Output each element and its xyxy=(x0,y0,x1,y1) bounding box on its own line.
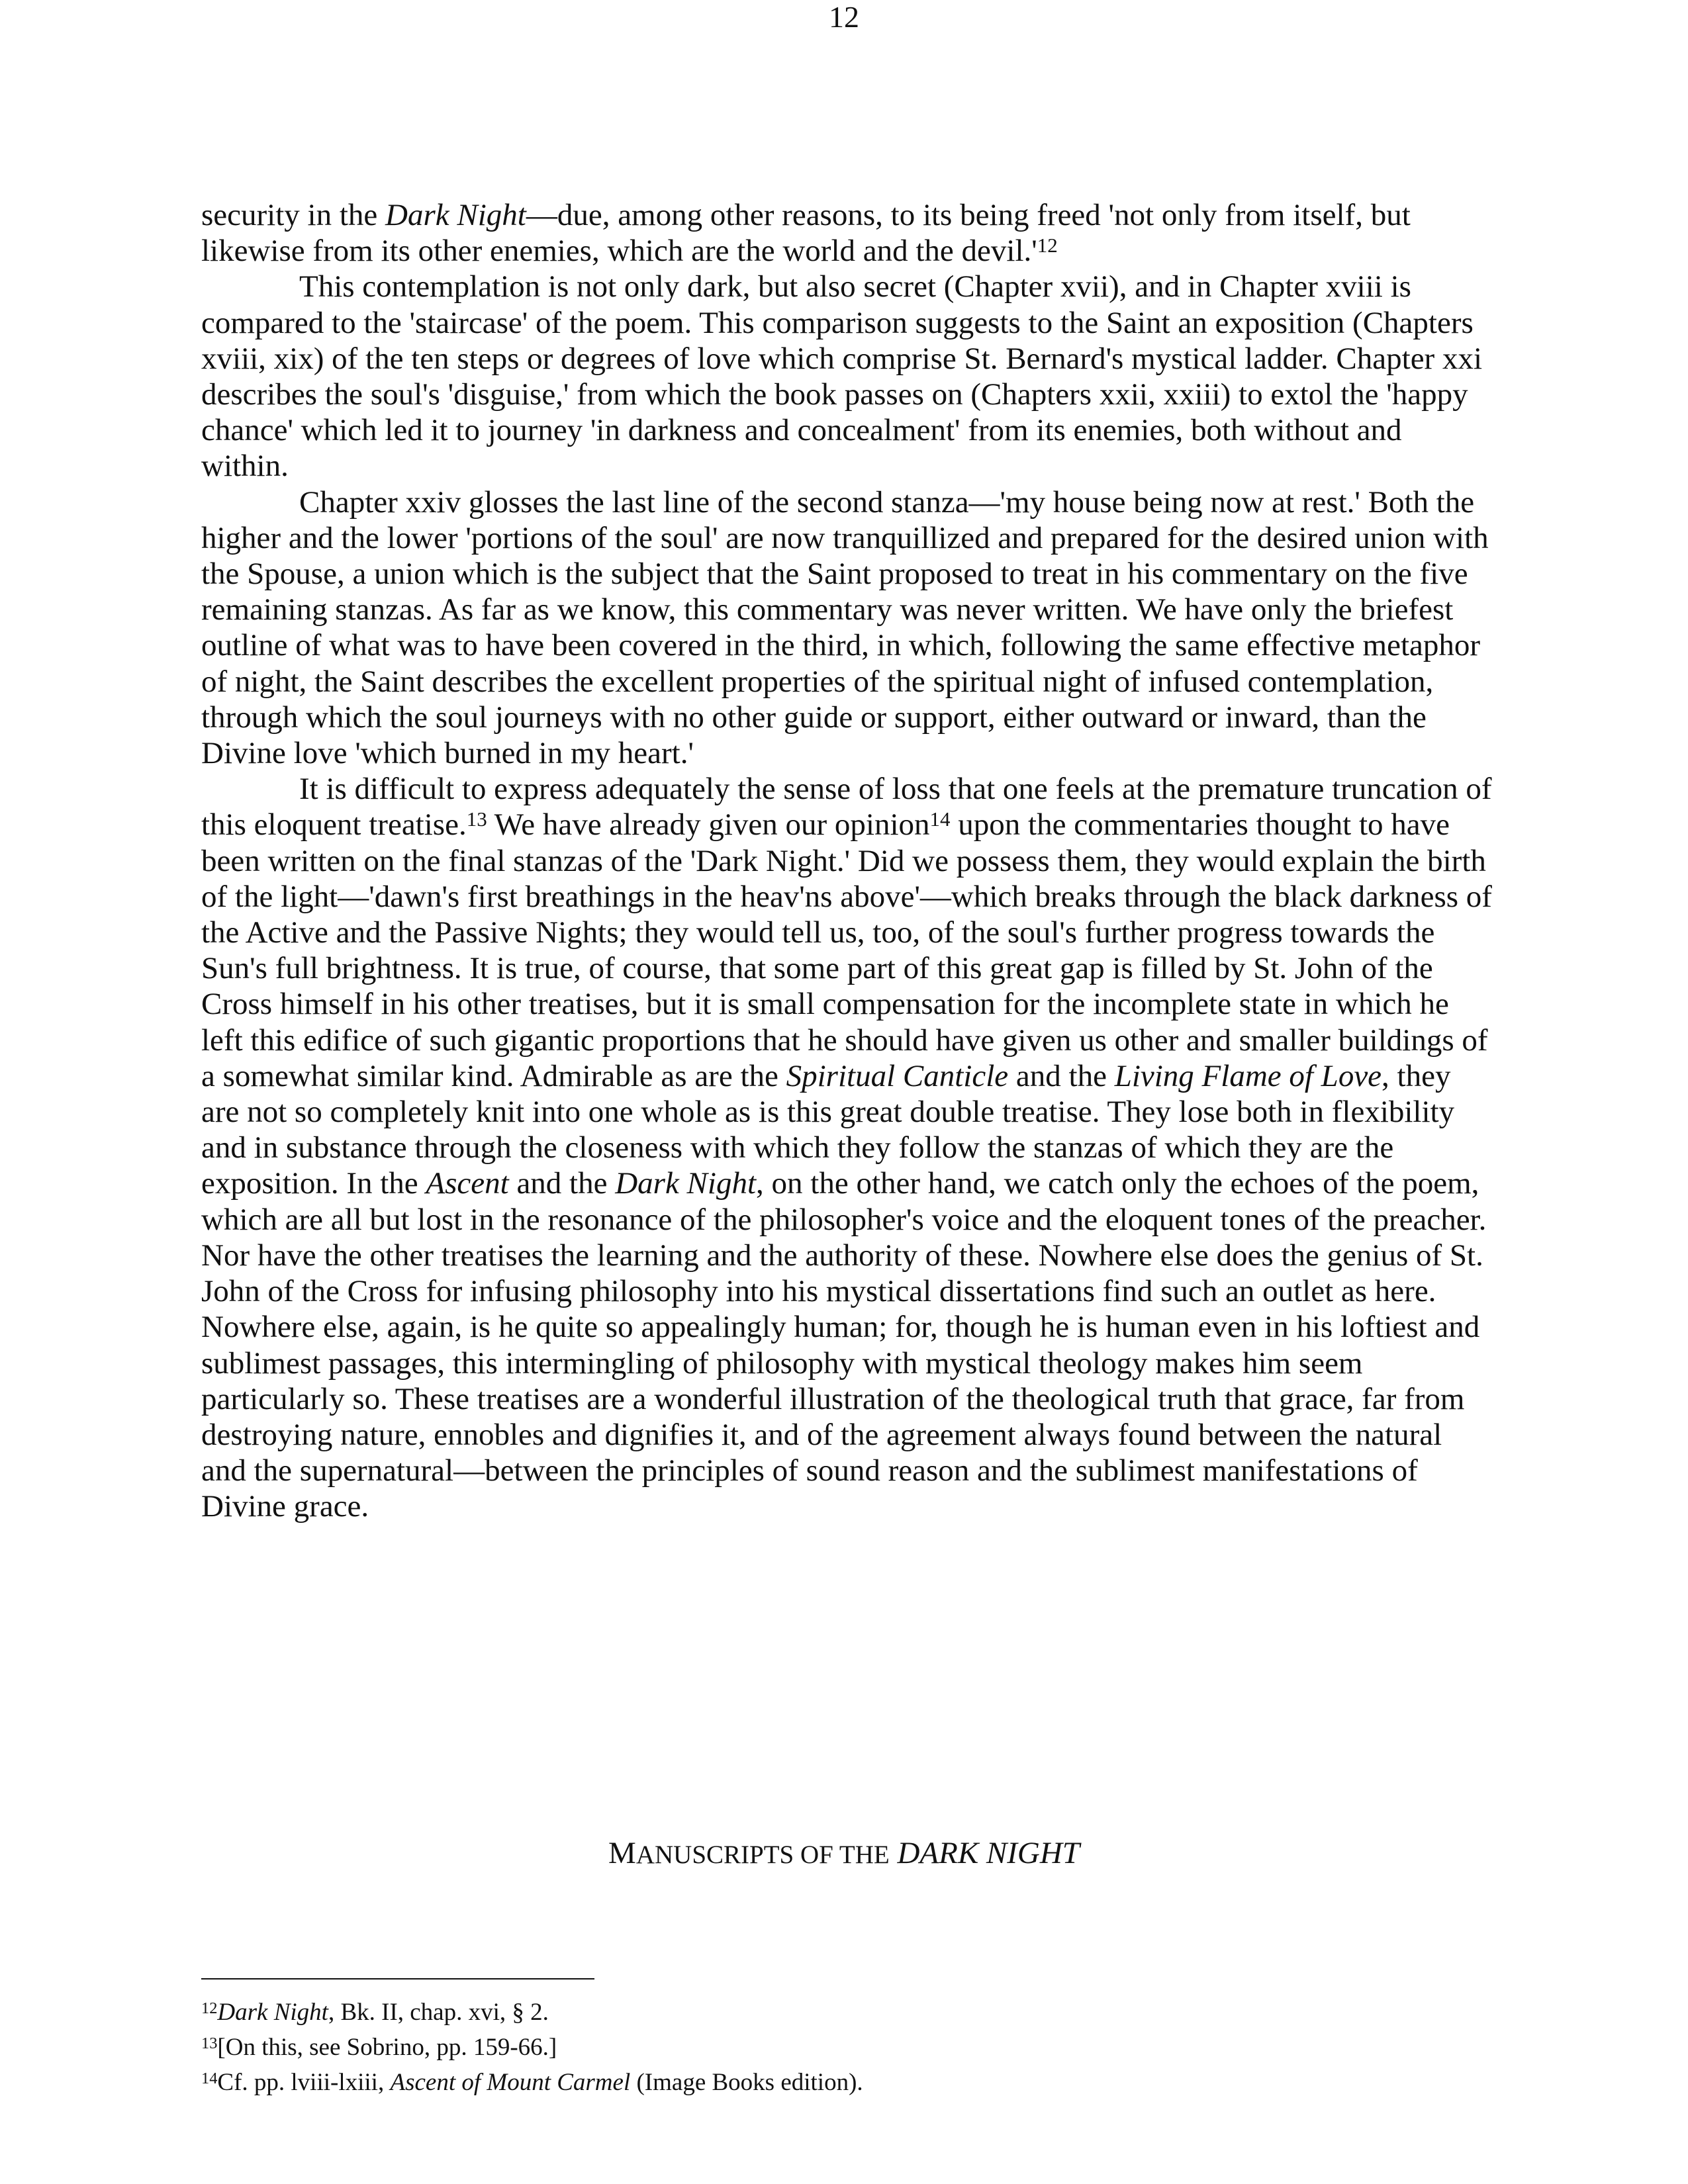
footnote-italic: Dark Night xyxy=(217,1999,328,2026)
text-run: and the xyxy=(1008,1058,1115,1093)
text-run: and the xyxy=(508,1166,616,1201)
text-run: We have already given our opinion xyxy=(487,807,930,842)
body-text xyxy=(201,197,1492,1525)
footnote-number: 12 xyxy=(201,1999,218,2017)
footnote-text: , Bk. II, chap. xvi, § 2. xyxy=(328,1999,549,2026)
footnote-number: 13 xyxy=(201,2034,218,2052)
title-italic: Ascent xyxy=(426,1166,509,1201)
footnote-italic: Ascent of Mount Carmel xyxy=(390,2069,631,2096)
paragraph-2: This contemplation is not only dark, but also secret (Chapter xvii), and in Chapter xviii is compared to the 'staircase' of the poem. This comparison suggests to the Saint an exposition (Chapters xviii, xix) of the ten steps or degrees of love which comprise St. Bernard's mystical ladder. Chapter xxi describes the soul's 'disguise,' from which the book passes on (Chapters xxii, xxiii) to extol the 'happy chance' which led it to journey 'in darkness and concealment' from its enemies, both without and within. xyxy=(201,269,1483,484)
text-run: , they are not so completely knit into one whole as is this great double treatise. They lose both in flexibility and in substance through the closeness with which they follow the stanzas of which they are the exposition. In the xyxy=(201,1058,1455,1201)
footnote-text: (Image Books edition). xyxy=(630,2069,863,2096)
footnote-ref-14[interactable]: 14 xyxy=(929,807,951,831)
title-italic: Living Flame of Love xyxy=(1114,1058,1382,1093)
section-heading xyxy=(0,1835,1688,1874)
text-run: , on the other hand, we catch only the echoes of the poem, which are all but lost in the resonance of the philosopher's voice and the eloquent tones of the preacher. Nor have the other treatises the learning and the authority of these. Nowhere else does the genius of St. John of the Cross for infusing philosophy into his mystical dissertations find such an outlet as here. Nowhere else, again, is he quite so appealingly human; for, though he is human even in his loftiest and sublimest passages, this intermingling of philosophy with mystical theology makes him seem particularly so. These treatises are a wonderful illustration of the theological truth that grace, far from destroying nature, ennobles and dignifies it, and of the agreement always found between the natural and the supernatural—between the principles of sound reason and the sublimest manifestations of Divine grace. xyxy=(201,1166,1487,1524)
title-italic: Dark Night xyxy=(615,1166,757,1201)
paragraph-4 xyxy=(201,771,1492,1524)
footnote-ref-13[interactable]: 13 xyxy=(466,807,487,831)
paragraph-1 xyxy=(201,197,1492,269)
footnote-ref-12[interactable]: 12 xyxy=(1037,234,1058,257)
heading-initial: M xyxy=(608,1836,636,1870)
text-run: It is difficult to express adequately the sense of loss that one feels at the premature truncation of this eloquent treatise. xyxy=(201,772,1492,842)
footnote-number: 14 xyxy=(201,2069,218,2087)
footnote-text: [On this, see Sobrino, pp. 159-66.] xyxy=(217,2034,557,2061)
text-run: upon the commentaries thought to have been written on the final stanzas of the 'Dark Night.' Did we possess them, they would explain the birth of the light—'dawn's first breathings in the heav'ns above'—which breaks through the black darkness of the Active and the Passive Nights; they would tell us, too, of the soul's further progress towards the Sun's full brightness. It is true, of course, that some part of this great gap is filled by St. John of the Cross himself in his other treatises, but it is small compensation for the incomplete state in which he left this edifice of such gigantic proportions that he should have given us other and smaller buildings of a somewhat similar kind. Admirable as are the xyxy=(201,807,1492,1093)
title-italic: Spiritual Canticle xyxy=(786,1058,1009,1093)
page-number: 12 xyxy=(829,0,859,34)
title-italic: Dark Night xyxy=(385,198,526,232)
text-run: —due, among other reasons, to its being freed 'not only from itself, but likewise from its other enemies, which are the world and the devil.' xyxy=(201,198,1411,269)
footnote-13 xyxy=(201,2030,1492,2065)
paragraph-3: Chapter xxiv glosses the last line of the second stanza—'my house being now at rest.' Both the higher and the lower 'portions of the soul' are now tranquillized and prepared for the desired union with the Spouse, a union which is the subject that the Saint proposed to treat in his commentary on the five remaining stanzas. As far as we know, this commentary was never written. We have only the briefest outline of what was to have been covered in the third, in which, following the same effective metaphor of night, the Saint describes the excellent properties of the spiritual night of infused contemplation, through which the soul journeys with no other guide or support, either outward or inward, than the Divine love 'which burned in my heart.' xyxy=(201,484,1489,771)
footnote-12 xyxy=(201,1995,1492,2030)
heading-small-caps: ANUSCRIPTS OF THE xyxy=(635,1841,890,1869)
footnotes xyxy=(201,1995,1492,2100)
heading-italic: DARK NIGHT xyxy=(897,1836,1080,1870)
text-run: security in the xyxy=(201,198,386,232)
footnote-14 xyxy=(201,2065,1492,2100)
footnote-text: Cf. pp. lviii-lxiii, xyxy=(217,2069,391,2096)
footnote-divider xyxy=(201,1978,594,1979)
